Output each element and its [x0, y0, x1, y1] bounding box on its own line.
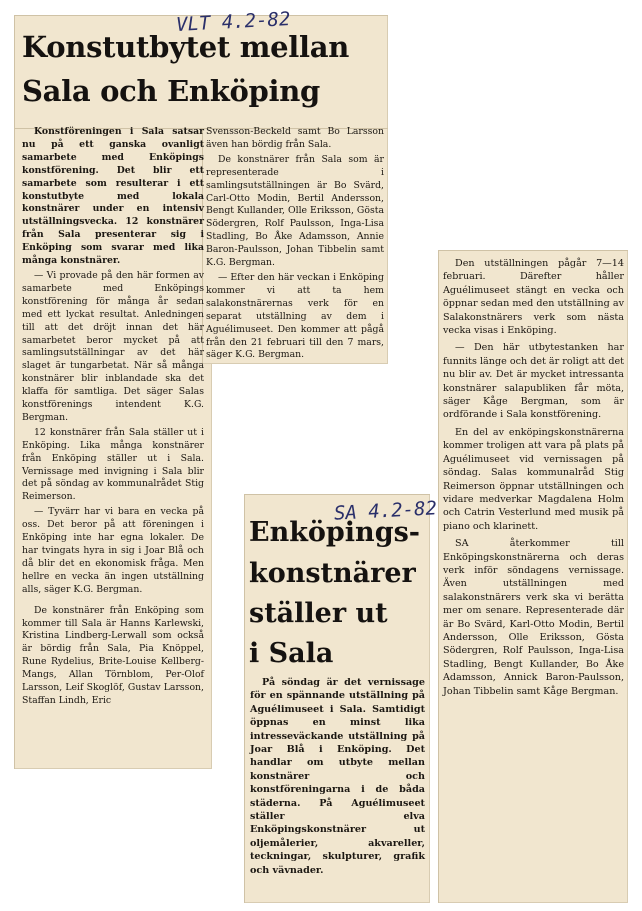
- body-paragraph: — Efter den här veckan i Enköping kommer vi att ta hem salakonstnärernas verk för en separat utställning av dem i Aguélimuseet. Den kommer att pågå från den 21 februari till den 7 mars, säger K.G. Bergman.: [206, 271, 384, 361]
- handwritten-date-vlt: VLT 4.2-82: [175, 8, 291, 36]
- body-paragraph: De konstnärer från Sala som är representerade i samlingsutställningen är Bo Svärd, Carl-Otto Modin, Bertil Andersson, Bengt Kullander, Olle Eriksson, Gösta Södergren, Rolf Paulsson, Inga-Lisa Stadling, Bo Åke Adamsson, Annie Baron-Paulsson, Johan Tibbelin samt K.G. Bergman.: [206, 153, 384, 269]
- body-paragraph: Svensson-Beckeld samt Bo Larsson även han bördig från Sala.: [206, 126, 384, 150]
- headline-sa-line4: i Sala: [249, 638, 334, 669]
- article-column-vlt-left: [22, 126, 204, 710]
- body-paragraph: — Tyvärr har vi bara en vecka på oss. Det beror på att föreningen i Enköping inte har egna lokaler. De har tvingats hyra in sig i Joar Blå och då blir det en ekonomisk fråga. Men hellre en vecka än ingen utställning alls, säger K.G. Bergman.: [22, 506, 204, 595]
- headline-line1-vlt: Konstutbytet mellan: [22, 30, 350, 64]
- handwritten-date-sa: SA 4.2-82: [333, 497, 438, 525]
- lead-paragraph: Konstföreningen i Sala satsar nu på ett ganska ovanligt samarbete med Enköpings konstförening. Det blir ett samarbete som resulterar i ett konstutbyte med lokala konstnärer under en intensiv utställningsvecka. 12 konstnärer från Sala presenterar sig i Enköping som svarar med lika många konstnärer.: [22, 126, 204, 267]
- body-paragraph: En del av enköpingskonstnärerna kommer troligen att vara på plats på Aguélimuseet vid vernissagen på söndag. Salas kommunalråd Stig Reimerson öppnar utställningen och vidare medverkar Magdalena Holm och Catrin Vesterlund med musik på piano och klarinett.: [443, 426, 624, 532]
- body-paragraph: 12 konstnärer från Sala ställer ut i Enköping. Lika många konstnärer från Enköping ställer ut i Sala. Vernissage med invigning i Sala blir det på söndag av kommunalrådet Stig Reimerson.: [22, 426, 204, 503]
- headline-line2-vlt: Sala och Enköping: [22, 74, 320, 108]
- article-column-sa-right: [443, 257, 624, 700]
- body-paragraph: SA återkommer till Enköpingskonstnärerna och deras verk inför söndagens vernissage. Även utställningen med salakonstnärers verk ska vi berätta mer om senare. Representerade där är Bo Svärd, Karl-Otto Modin, Bertil Andersson, Olle Eriksson, Gösta Södergren, Rolf Paulsson, Inga-Lisa Stadling, Bengt Kullander, Bo Åke Adamsson, Annick Baron-Paulsson, Johan Tibbelin samt Kåge Bergman.: [443, 538, 624, 697]
- headline-sa-line2: konstnärer: [249, 558, 416, 589]
- lead-paragraph: På söndag är det vernissage för en spännande utställning på Aguélimuseet i Sala. Samtidigt öppnas en minst lika intresseväckande utställning på Joar Blå i Enköping. Det handlar om utbyte mellan konstnärer och konstföreningarna i de båda städerna. På Aguélimuseet ställer elva Enköpingskonstnärer ut oljemålerier, akvareller, teckningar, skulpturer, grafik och vävnader.: [250, 677, 425, 876]
- body-paragraph: Den utställningen pågår 7—14 februari. Därefter håller Aguélimuseet stängt en vecka och öppnar sedan med den utställning av Salakonstnärers verk som nästa vecka visas i Enköping.: [443, 258, 624, 337]
- article-column-vlt-right: [206, 126, 384, 364]
- headline-sa-line1: Enköpings-: [249, 517, 420, 548]
- body-paragraph: De konstnärer från Enköping som kommer till Sala är Hanns Karlewski, Kristina Lindberg-Lerwall som också är bördig från Sala, Pia Knöppel, Rune Rydelius, Brite-Louise Kellberg-Mangs, Allan Törnblom, Per-Olof Larsson, Leif Skoglöf, Gustav Larsson, Staffan Lindh, Eric: [22, 604, 204, 706]
- article-column-sa-left: [250, 676, 425, 879]
- headline-sa-line3: ställer ut: [249, 598, 388, 629]
- body-paragraph: — Den här utbytestanken har funnits länge och det är roligt att det nu blir av. Det är mycket intressanta konstnärer salapubliken får möta, säger Kåge Bergman, som är ordförande i Sala konstförening.: [443, 342, 624, 421]
- body-paragraph: — Vi provade på den här formen av samarbete med Enköpings konstförening för många år sedan med ett lyckat resultat. Anledningen till att det dröjt innan det här samarbetet beror mycket på att samlingsutställningar av det här slaget är tungarbetat. När så många konstnärer blir inblandade ska det klaffa för samtliga. Det säger Salas konstförenings intendent K.G. Bergman.: [22, 269, 204, 423]
